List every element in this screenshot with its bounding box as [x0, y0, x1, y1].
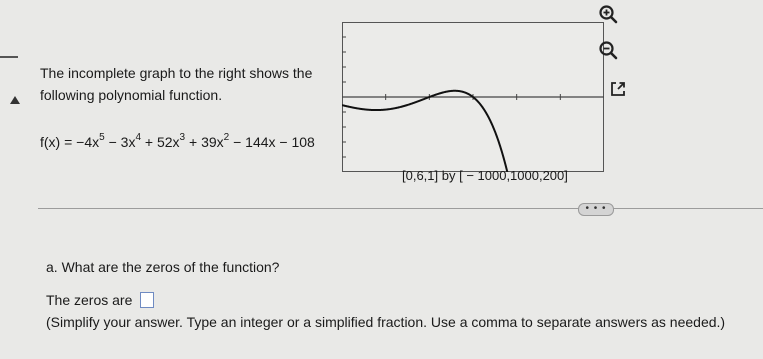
question-part-a: a. What are the zeros of the function? — [46, 259, 280, 275]
zoom-in-button[interactable] — [597, 3, 619, 25]
answer-instructions: (Simplify your answer. Type an integer or a simplified fraction. Use a comma to separate answers as needed.) — [46, 314, 726, 330]
popout-button[interactable] — [607, 78, 629, 100]
polynomial-formula — [40, 134, 315, 150]
formula-term3: + 52x — [141, 134, 180, 150]
zoom-in-icon — [598, 4, 618, 24]
formula-term2-exponent: 4 — [135, 132, 142, 143]
formula-term4: + 39x — [185, 134, 224, 150]
answer-prefix: The zeros are — [46, 292, 133, 308]
formula-tail: − 144x − 108 — [229, 134, 315, 150]
zoom-out-button[interactable] — [597, 39, 619, 61]
zoom-out-icon — [598, 40, 618, 60]
function-graph — [342, 22, 604, 172]
expand-triangle-icon[interactable] — [10, 96, 20, 104]
corner-mark — [0, 56, 18, 58]
zeros-answer-input[interactable] — [140, 292, 154, 308]
formula-term2: − 3x — [104, 134, 136, 150]
formula-lhs: f(x) = — [40, 134, 77, 150]
formula-term4-exponent: 2 — [223, 132, 230, 143]
formula-term1: −4x — [76, 134, 100, 150]
section-divider — [38, 208, 763, 209]
more-options-button[interactable]: • • • — [578, 203, 614, 216]
graph-svg — [342, 22, 604, 172]
formula-term1-exponent: 5 — [99, 132, 105, 143]
formula-term3-exponent: 3 — [179, 132, 186, 143]
answer-line — [46, 292, 154, 308]
viewing-window-caption: [0,6,1] by [ − 1000,1000,200] — [402, 168, 568, 183]
problem-intro: The incomplete graph to the right shows the following polynomial function. — [40, 65, 313, 103]
popout-icon — [609, 80, 627, 98]
